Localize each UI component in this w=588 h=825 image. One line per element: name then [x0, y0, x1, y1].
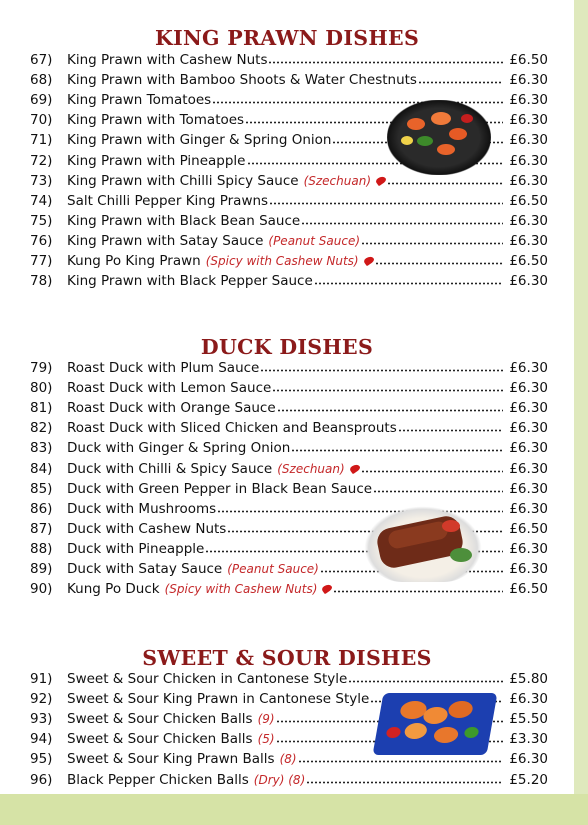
item-number: 68): [30, 72, 53, 89]
item-name: [67, 233, 360, 249]
menu-item: [30, 192, 548, 212]
item-note: (Dry) (8): [253, 772, 306, 787]
item-name: [67, 440, 290, 456]
item-name-text: Duck with Satay Sauce: [67, 561, 223, 577]
item-price: £6.30: [509, 360, 548, 376]
section-title-king-prawn: KING PRAWN DISHES: [154, 26, 420, 50]
item-number: 69): [30, 92, 53, 109]
item-name: [67, 521, 226, 537]
item-price: £5.80: [509, 671, 548, 687]
menu-item: [30, 771, 548, 791]
item-name-text: Sweet & Sour King Prawn Balls: [67, 751, 275, 768]
leader-dots: [375, 252, 503, 265]
leader-dots: [398, 419, 503, 432]
item-number: 70): [30, 112, 53, 129]
item-name-text: Kung Po King Prawn: [67, 253, 201, 269]
item-price: £6.30: [509, 172, 548, 189]
page-bottom-border: [0, 794, 588, 825]
leader-dots: [268, 51, 503, 64]
item-price: £6.30: [509, 400, 548, 417]
item-note: (Szechuan): [277, 461, 345, 476]
item-name-text: Kung Po Duck: [67, 581, 160, 598]
item-price: £6.30: [509, 751, 548, 768]
item-name: [67, 360, 259, 376]
item-note: (Szechuan): [303, 173, 372, 188]
leader-dots: [333, 580, 503, 593]
item-price: £6.50: [509, 253, 548, 269]
item-number: 94): [30, 731, 53, 748]
item-note: (Spicy with Cashew Nuts): [164, 582, 318, 597]
item-name-text: Roast Duck with Plum Sauce: [67, 360, 260, 376]
item-name-text: Sweet & Sour Chicken in Cantonese Style: [67, 671, 348, 687]
item-price: £6.30: [509, 500, 548, 517]
item-name-text: Duck with Pineapple: [67, 540, 205, 557]
leader-dots: [361, 232, 503, 245]
menu-item: [30, 670, 548, 690]
item-price: £6.50: [509, 581, 548, 598]
menu-item: [30, 379, 548, 399]
item-number: 89): [30, 561, 53, 577]
item-price: £6.30: [509, 212, 548, 229]
menu-item: [30, 212, 548, 232]
chili-icon: [349, 462, 361, 473]
item-price: £6.50: [509, 52, 548, 68]
item-number: 67): [30, 52, 53, 68]
item-name-text: King Prawn Tomatoes: [67, 92, 212, 109]
menu-item: [30, 419, 548, 439]
item-name-text: King Prawn with Chilli Spicy Sauce: [67, 172, 299, 189]
item-note: (Spicy with Cashew Nuts): [205, 254, 359, 268]
item-price: £6.30: [509, 92, 548, 109]
item-name-text: King Prawn with Tomatoes: [67, 112, 245, 129]
item-name: [67, 481, 372, 497]
item-name-text: Duck with Mushrooms: [67, 500, 217, 517]
item-number: 87): [30, 520, 53, 537]
menu-item: [30, 580, 548, 600]
item-price: £6.30: [509, 132, 548, 149]
item-price: £6.30: [509, 273, 548, 290]
item-name: [67, 112, 244, 128]
menu-item: [30, 232, 548, 252]
item-name-text: King Prawn with Ginger & Spring Onion: [67, 132, 332, 149]
item-price: £6.30: [509, 232, 548, 249]
item-price: £6.30: [509, 152, 548, 169]
item-name-text: Duck with Cashew Nuts: [67, 520, 227, 537]
item-price: £6.30: [509, 480, 548, 497]
item-name: [67, 731, 275, 747]
item-name-text: Sweet & Sour Chicken Balls: [67, 711, 253, 728]
item-name: [67, 772, 305, 788]
section-title-sweet-sour: SWEET & SOUR DISHES: [142, 646, 432, 670]
item-number: 74): [30, 192, 53, 209]
menu-item: [30, 252, 548, 272]
item-price: £6.30: [509, 540, 548, 557]
item-name-text: King Prawn with Bamboo Shoots & Water Chestnuts: [67, 72, 417, 89]
item-name: [67, 253, 374, 269]
item-number: 90): [30, 581, 53, 598]
item-name: [67, 711, 275, 727]
chili-icon: [375, 174, 387, 185]
item-name: [67, 461, 360, 477]
menu-item: [30, 272, 548, 292]
item-note: (8): [279, 752, 297, 767]
item-name-text: King Prawn with Pineapple: [67, 152, 246, 169]
item-number: 76): [30, 232, 53, 249]
item-note: (9): [257, 712, 275, 727]
item-name: [67, 691, 369, 707]
menu-item: [30, 460, 548, 480]
item-name: [67, 92, 211, 108]
menu-item: [30, 51, 548, 71]
item-number: 80): [30, 380, 53, 397]
item-name: [67, 400, 276, 416]
item-name: [67, 52, 267, 68]
item-number: 86): [30, 500, 53, 517]
item-number: 78): [30, 273, 53, 290]
item-number: 73): [30, 172, 53, 189]
item-name-text: Salt Chilli Pepper King Prawns: [67, 192, 269, 209]
item-number: 96): [30, 771, 53, 788]
item-name: [67, 671, 347, 687]
item-name-text: Sweet & Sour Chicken Balls: [67, 731, 253, 748]
item-number: 81): [30, 400, 53, 417]
leader-dots: [306, 771, 503, 784]
item-name-text: Roast Duck with Orange Sauce: [67, 400, 276, 417]
item-number: 77): [30, 253, 53, 269]
menu-item: [30, 439, 548, 459]
item-price: £6.30: [509, 440, 548, 457]
menu-item: [30, 399, 548, 419]
item-name: [67, 132, 331, 148]
section-title-duck: DUCK DISHES: [200, 335, 374, 359]
item-name-text: King Prawn with Cashew Nuts: [67, 52, 268, 68]
item-number: 93): [30, 711, 53, 728]
item-note: (Peanut Sauce): [227, 562, 319, 576]
item-name: [67, 273, 313, 289]
item-name: [67, 501, 216, 517]
leader-dots: [348, 670, 503, 683]
leader-dots: [314, 272, 503, 285]
item-number: 88): [30, 540, 53, 557]
leader-dots: [277, 399, 503, 412]
item-number: 84): [30, 460, 53, 477]
item-name: [67, 561, 319, 577]
item-name-text: Duck with Chilli & Spicy Sauce: [67, 460, 273, 477]
item-name-text: Sweet & Sour King Prawn in Cantonese Style: [67, 691, 370, 708]
item-name-text: King Prawn with Satay Sauce: [67, 232, 264, 249]
menu-item: [30, 359, 548, 379]
menu-item: [30, 480, 548, 500]
item-price: £6.30: [509, 112, 548, 129]
leader-dots: [361, 460, 503, 473]
chili-icon: [321, 583, 333, 594]
item-name-text: Duck with Green Pepper in Black Bean Sauce: [67, 480, 373, 497]
item-name: [67, 173, 386, 189]
item-price: £6.30: [509, 460, 548, 477]
item-number: 95): [30, 751, 53, 768]
item-name-text: Duck with Ginger & Spring Onion: [67, 440, 291, 457]
item-price: £6.50: [509, 192, 548, 209]
item-name: [67, 193, 268, 209]
item-number: 91): [30, 671, 53, 687]
leader-dots: [269, 192, 503, 205]
menu-item: [30, 172, 548, 192]
item-name: [67, 541, 204, 557]
item-number: 71): [30, 132, 53, 149]
leader-dots: [373, 480, 503, 493]
leader-dots: [272, 379, 503, 392]
item-number: 85): [30, 480, 53, 497]
item-name-text: Black Pepper Chicken Balls: [67, 771, 249, 788]
item-name: [67, 420, 397, 436]
item-number: 83): [30, 440, 53, 457]
item-name: [67, 751, 297, 767]
leader-dots: [260, 359, 503, 372]
item-number: 72): [30, 152, 53, 169]
roast-duck-dish-photo: [364, 506, 482, 582]
item-name-text: Roast Duck with Sliced Chicken and Beansprouts: [67, 420, 397, 437]
leader-dots: [418, 71, 503, 84]
item-name-text: King Prawn with Black Bean Sauce: [67, 212, 301, 229]
item-name: [67, 72, 417, 88]
sweet-sour-dish-photo: [373, 693, 498, 755]
item-price: £6.30: [509, 380, 548, 397]
item-number: 75): [30, 212, 53, 229]
item-price: £5.50: [509, 711, 548, 728]
king-prawn-dish-photo: [387, 100, 491, 175]
item-price: £3.30: [509, 731, 548, 748]
item-price: £6.30: [509, 72, 548, 89]
leader-dots: [291, 439, 503, 452]
item-number: 92): [30, 691, 53, 708]
item-price: £5.20: [509, 771, 548, 788]
item-name-text: King Prawn with Black Pepper Sauce: [67, 273, 313, 290]
item-note: (5): [257, 732, 275, 747]
item-name: [67, 581, 332, 597]
page-edge: [574, 0, 588, 825]
chili-icon: [362, 255, 374, 266]
item-name: [67, 213, 300, 229]
item-number: 79): [30, 360, 53, 376]
item-name-text: Roast Duck with Lemon Sauce: [67, 380, 272, 397]
item-name: [67, 153, 246, 169]
menu-item: [30, 71, 548, 91]
leader-dots: [301, 212, 503, 225]
item-note: (Peanut Sauce): [268, 233, 361, 248]
item-number: 82): [30, 420, 53, 437]
item-price: £6.30: [509, 691, 548, 708]
item-price: £6.50: [509, 520, 548, 537]
item-price: £6.30: [509, 420, 548, 437]
item-price: £6.30: [509, 561, 548, 577]
item-name: [67, 380, 271, 396]
